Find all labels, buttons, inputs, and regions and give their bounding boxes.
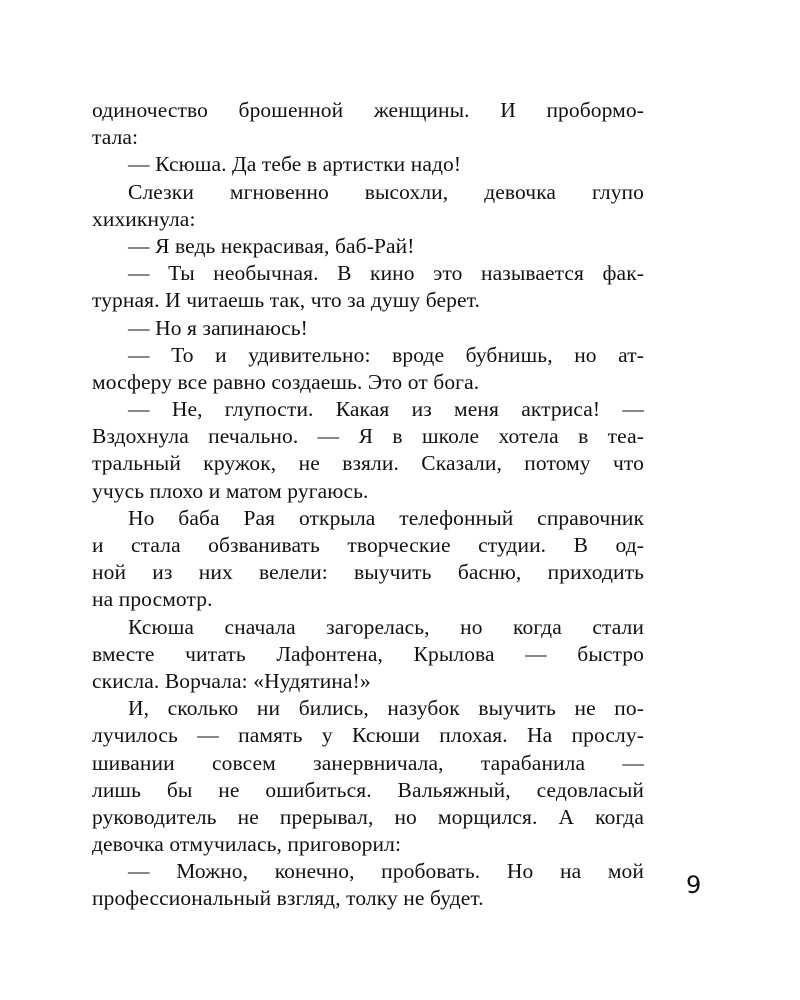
text-line: лишь бы не ошибиться. Вальяжный, седовласый (92, 777, 644, 802)
text-line: Но баба Рая открыла телефонный справочник (128, 505, 644, 530)
page-number: 9 (686, 871, 702, 899)
text-line: шивании совсем занервничала, тарабанила — (92, 750, 644, 775)
text-line: руководитель не прерывал, но морщился. А когда (92, 804, 644, 829)
text-line: тала: (92, 125, 139, 150)
text-line: тральный кружок, не взяли. Сказали, потому что (92, 451, 644, 476)
text-line: Слезки мгновенно высохли, девочка глупо (128, 179, 644, 204)
text-line: ной из них велели: выучить басню, приходить (92, 560, 644, 585)
book-page-text (92, 97, 644, 913)
text-line: И, сколько ни бились, назубок выучить не по- (128, 696, 644, 721)
text-line: вместе читать Лафонтена, Крылова — быстро (92, 641, 644, 666)
text-line: девочка отмучилась, приговорил: (92, 832, 402, 857)
text-line: на просмотр. (92, 587, 213, 612)
text-line: — Не, глупости. Какая из меня актриса! — (128, 397, 644, 422)
text-line: учусь плохо и матом ругаюсь. (92, 478, 369, 503)
text-line: турная. И читаешь так, что за душу берет. (92, 288, 480, 313)
text-line: и стала обзванивать творческие студии. В од- (92, 533, 644, 557)
text-line: одиночество брошенной женщины. И пробормо- (92, 98, 644, 122)
text-line: — Но я запинаюсь! (128, 315, 308, 340)
text-line: — Я ведь некрасивая, баб-Рай! (128, 233, 415, 258)
text-line: лучилось — память у Ксюши плохая. На прослу- (92, 723, 644, 748)
text-line: — Можно, конечно, пробовать. Но на мой (128, 859, 644, 884)
text-line: Ксюша сначала загорелась, но когда стали (128, 614, 644, 639)
text-line: мосферу все равно создаешь. Это от бога. (92, 369, 480, 394)
text-line: — Ксюша. Да тебе в артистки надо! (128, 152, 462, 177)
text-line: хихикнула: (92, 206, 196, 231)
text-line: скисла. Ворчала: «Нудятина!» (92, 668, 371, 693)
text-line: — То и удивительно: вроде бубнишь, но ат- (128, 342, 644, 367)
text-line: — Ты необычная. В кино это называется фак- (128, 261, 644, 286)
text-line: профессиональный взгляд, толку не будет. (92, 886, 484, 911)
text-line: Вздохнула печально. — Я в школе хотела в теа- (92, 424, 644, 449)
